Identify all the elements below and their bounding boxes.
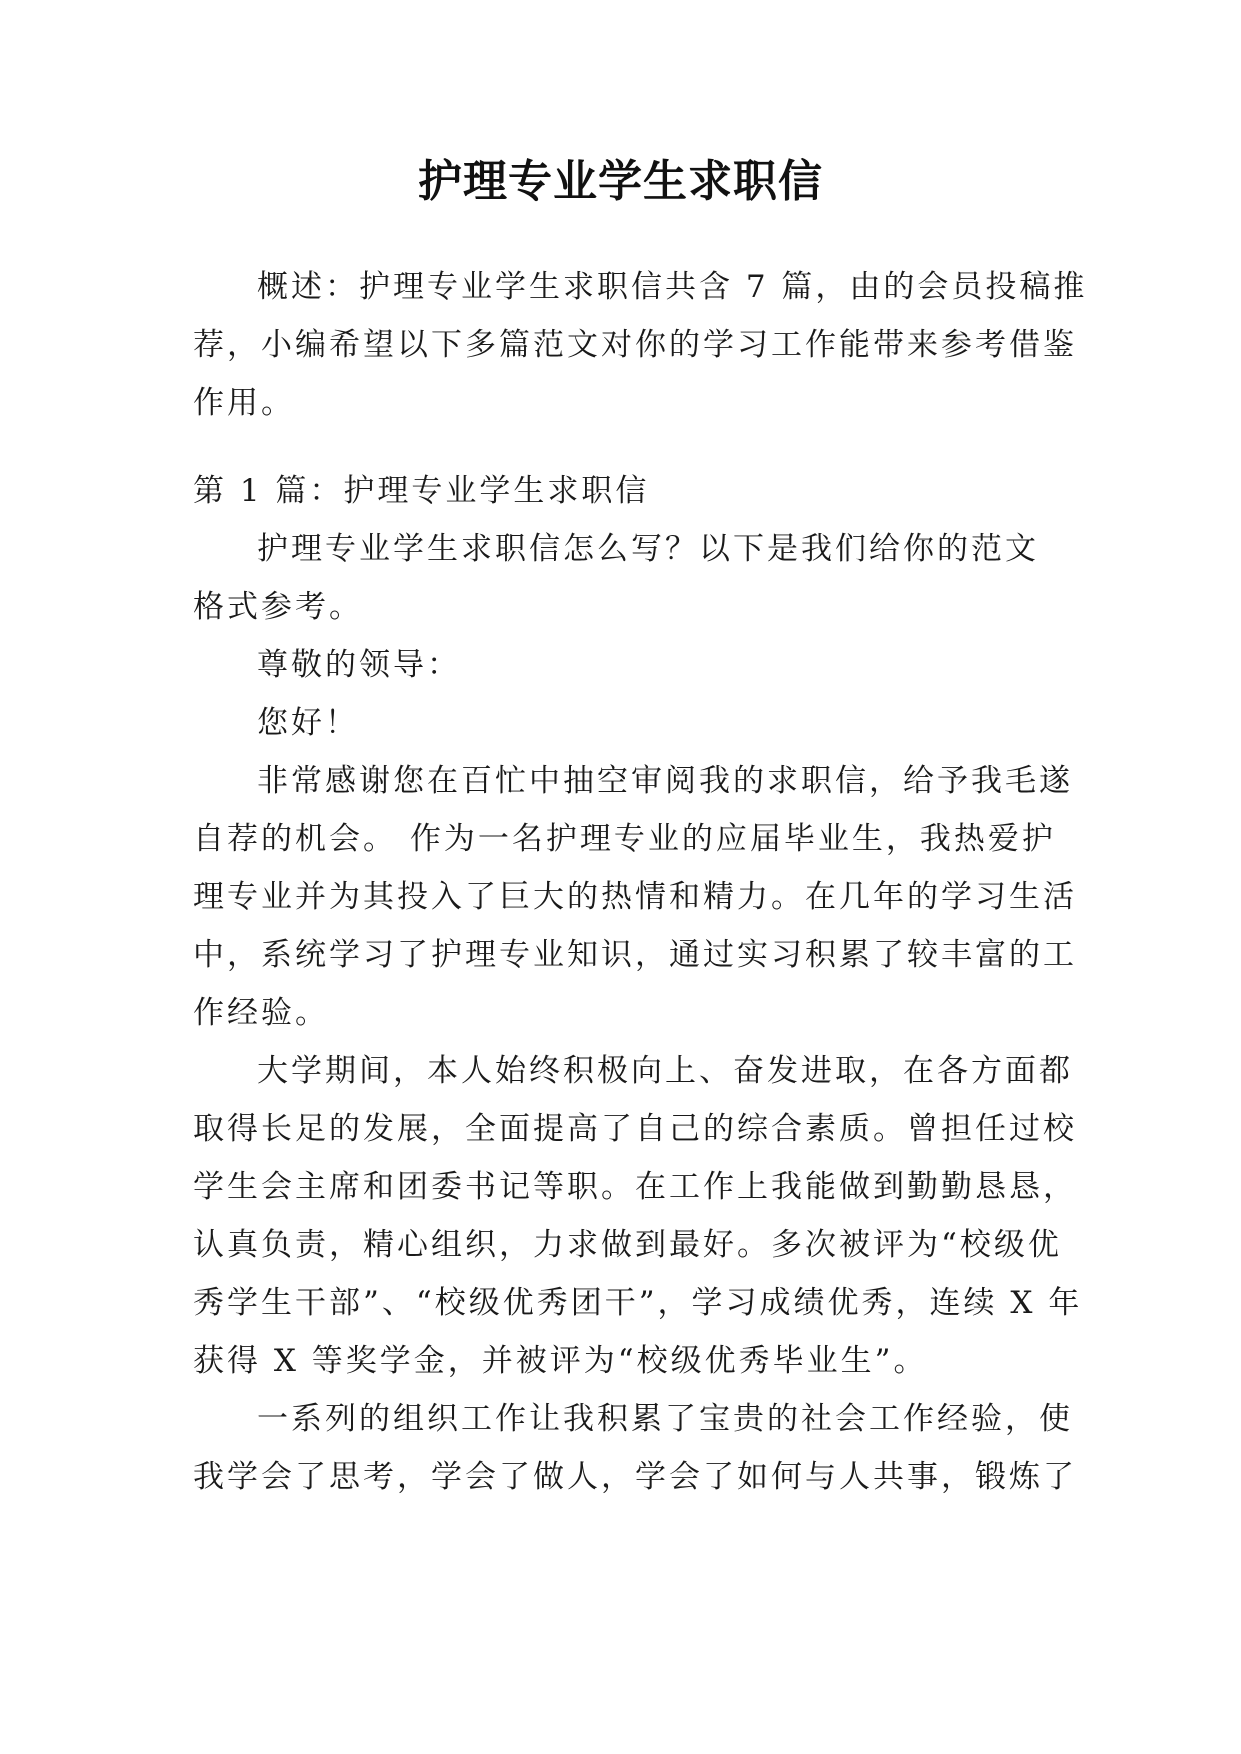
paragraph-line: 一系列的组织工作让我积累了宝贵的社会工作经验，使 — [257, 1401, 1073, 1437]
paragraph-line: 非常感谢您在百忙中抽空审阅我的求职信，给予我毛遂 — [257, 763, 1073, 799]
salutation: 尊敬的领导： — [257, 647, 461, 683]
paragraph-line: 中，系统学习了护理专业知识，通过实习积累了较丰富的工 — [193, 937, 1077, 973]
summary-line: 概述：护理专业学生求职信共含 7 篇，由的会员投稿推 — [257, 269, 1088, 305]
paragraph-line: 认真负责，精心组织，力求做到最好。多次被评为“校级优 — [193, 1227, 1062, 1263]
paragraph-line: 格式参考。 — [193, 589, 363, 625]
paragraph-line: 我学会了思考，学会了做人，学会了如何与人共事，锻炼了 — [193, 1459, 1077, 1495]
document-title: 护理专业学生求职信 — [418, 156, 823, 207]
summary-line: 荐，小编希望以下多篇范文对你的学习工作能带来参考借鉴 — [193, 327, 1077, 363]
section-heading: 第 1 篇：护理专业学生求职信 — [193, 473, 650, 509]
paragraph-line: 护理专业学生求职信怎么写？以下是我们给你的范文 — [257, 531, 1039, 567]
paragraph-line: 作经验。 — [193, 995, 329, 1031]
paragraph-line: 理专业并为其投入了巨大的热情和精力。在几年的学习生活 — [193, 879, 1077, 915]
summary-paragraph — [193, 258, 1088, 432]
paragraph-line: 大学期间，本人始终积极向上、奋发进取，在各方面都 — [257, 1053, 1073, 1089]
paragraph-line: 自荐的机会。 作为一名护理专业的应届毕业生，我热爱护 — [193, 821, 1056, 857]
paragraph-line: 学生会主席和团委书记等职。在工作上我能做到勤勤恳恳， — [193, 1169, 1077, 1205]
greeting: 您好！ — [257, 705, 359, 741]
paragraph-line: 获得 X 等奖学金，并被评为“校级优秀毕业生”。 — [193, 1343, 928, 1379]
summary-line: 作用。 — [193, 385, 295, 421]
paragraph-line: 秀学生干部”、“校级优秀团干”，学习成绩优秀，连续 X 年 — [193, 1285, 1083, 1321]
paragraph-line: 取得长足的发展，全面提高了自己的综合素质。曾担任过校 — [193, 1111, 1077, 1147]
letter-body — [193, 462, 1083, 1506]
